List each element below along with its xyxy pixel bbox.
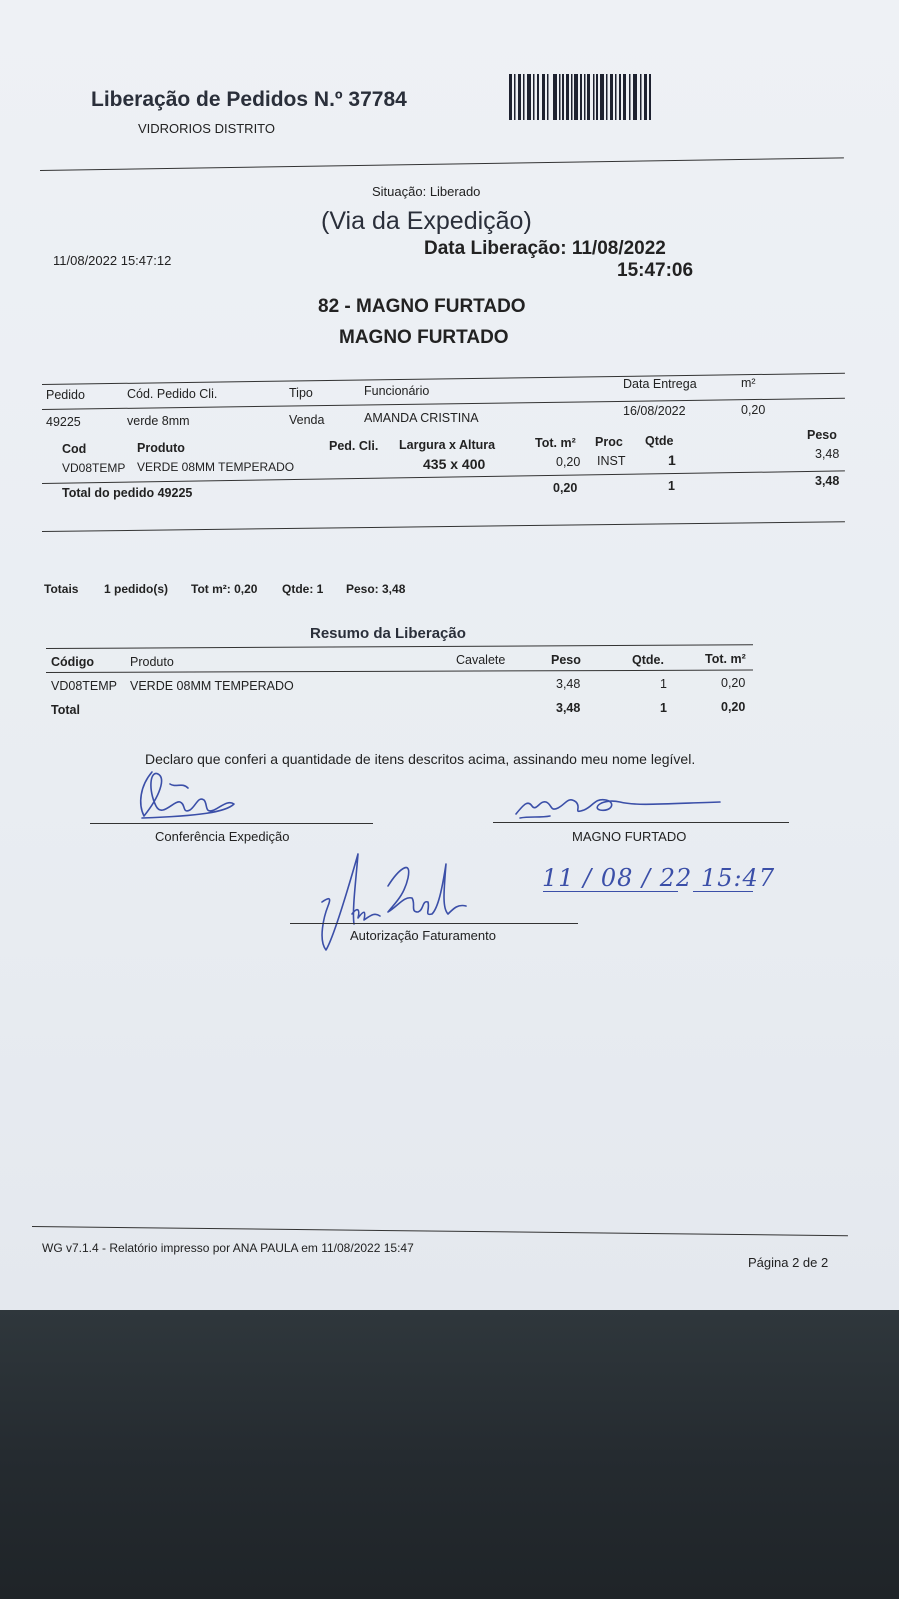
resumo-col-peso: Peso	[551, 653, 581, 667]
signature-autorizacao	[318, 850, 478, 960]
resumo-peso: 3,48	[556, 677, 581, 691]
print-datetime: 11/08/2022 15:47:12	[53, 253, 172, 268]
resumo-total-tot-m2: 0,20	[721, 700, 746, 714]
order-total-m2: 0,20	[553, 481, 578, 495]
item-col-tot-m2: Tot. m²	[535, 436, 576, 450]
resumo-codigo: VD08TEMP	[51, 679, 117, 693]
signature-line	[90, 823, 373, 824]
background-surface	[0, 1310, 899, 1599]
data-liberacao-time: 15:47:06	[617, 260, 694, 281]
data-liberacao: Data Liberação: 11/08/2022	[424, 238, 666, 259]
signature-line	[493, 822, 789, 823]
resumo-col-qtde: Qtde.	[632, 653, 664, 667]
item-col-cod: Cod	[62, 442, 87, 456]
declaration-text: Declaro que conferi a quantidade de itens descritos acima, assinando meu nome legível.	[145, 751, 696, 767]
footer-divider	[32, 1226, 848, 1236]
item-tot-m2: 0,20	[556, 455, 581, 469]
handwritten-underline	[543, 891, 678, 892]
footer-printed-by: WG v7.1.4 - Relatório impresso por ANA PAULA em 11/08/2022 15:47	[42, 1241, 414, 1255]
order-total-label: Total do pedido 49225	[62, 486, 193, 500]
col-pedido: Pedido	[46, 388, 85, 402]
item-col-qtde: Qtde	[645, 434, 674, 448]
via-label: (Via da Expedição)	[321, 207, 532, 235]
order-pedido: 49225	[46, 415, 81, 429]
client-code-name: 82 - MAGNO FURTADO	[318, 296, 526, 317]
signature-line	[290, 923, 578, 924]
signature-conferencia	[130, 766, 250, 828]
resumo-col-cavalete: Cavalete	[456, 653, 506, 667]
resumo-total-peso: 3,48	[556, 701, 581, 715]
col-cod-pedido-cli: Cód. Pedido Cli.	[127, 387, 218, 401]
order-total-peso: 3,48	[815, 474, 840, 488]
resumo-col-codigo: Código	[51, 655, 95, 669]
resumo-total-label: Total	[51, 703, 80, 717]
resumo-col-produto: Produto	[130, 655, 174, 669]
item-col-produto: Produto	[137, 441, 185, 455]
signature-cliente	[510, 784, 740, 824]
divider	[42, 521, 845, 532]
barcode	[509, 74, 655, 122]
totais-qtde: Qtde: 1	[282, 582, 324, 596]
document-title: Liberação de Pedidos N.º 37784	[91, 88, 407, 111]
totais-label: Totais	[44, 582, 79, 596]
company-name: VIDRORIOS DISTRITO	[138, 121, 275, 136]
resumo-qtde: 1	[660, 677, 667, 691]
item-qtde: 1	[668, 452, 676, 468]
resumo-title: Resumo da Liberação	[310, 625, 466, 642]
divider	[46, 644, 753, 649]
item-peso: 3,48	[815, 447, 840, 461]
signature-label-autorizacao: Autorização Faturamento	[350, 928, 496, 943]
col-funcionario: Funcionário	[364, 384, 430, 398]
situacao: Situação: Liberado	[372, 184, 481, 199]
order-cod-pedido-cli: verde 8mm	[127, 414, 190, 428]
item-col-proc: Proc	[595, 435, 623, 449]
order-data-entrega: 16/08/2022	[623, 404, 686, 418]
client-name: MAGNO FURTADO	[339, 327, 509, 348]
item-col-largura-altura: Largura x Altura	[399, 438, 496, 452]
signature-label-cliente: MAGNO FURTADO	[572, 829, 687, 844]
divider	[40, 157, 844, 171]
order-total-qtde: 1	[668, 479, 675, 493]
item-col-ped-cli: Ped. Cli.	[329, 439, 379, 453]
item-largura-altura: 435 x 400	[423, 456, 486, 472]
resumo-total-qtde: 1	[660, 701, 667, 715]
col-data-entrega: Data Entrega	[623, 377, 697, 391]
item-col-peso: Peso	[807, 428, 837, 442]
item-produto: VERDE 08MM TEMPERADO	[137, 460, 295, 474]
divider	[42, 373, 845, 385]
col-tipo: Tipo	[289, 386, 313, 400]
order-funcionario: AMANDA CRISTINA	[364, 411, 479, 425]
item-cod: VD08TEMP	[62, 461, 126, 475]
totais-tot-m2: Tot m²: 0,20	[191, 582, 258, 596]
resumo-col-tot-m2: Tot. m²	[705, 652, 746, 666]
resumo-produto: VERDE 08MM TEMPERADO	[130, 679, 294, 693]
item-proc: INST	[597, 454, 626, 468]
totais-pedidos: 1 pedido(s)	[104, 582, 169, 596]
divider	[46, 670, 753, 673]
col-m2: m²	[741, 376, 756, 390]
resumo-tot-m2: 0,20	[721, 676, 746, 690]
footer-page-number: Página 2 de 2	[748, 1255, 829, 1270]
handwritten-date: 11 / 08 / 22 15:47	[542, 864, 776, 892]
totais-peso: Peso: 3,48	[346, 582, 406, 596]
order-tipo: Venda	[289, 413, 325, 427]
order-m2: 0,20	[741, 403, 766, 417]
signature-label-conferencia: Conferência Expedição	[155, 829, 290, 844]
handwritten-underline	[693, 891, 753, 892]
